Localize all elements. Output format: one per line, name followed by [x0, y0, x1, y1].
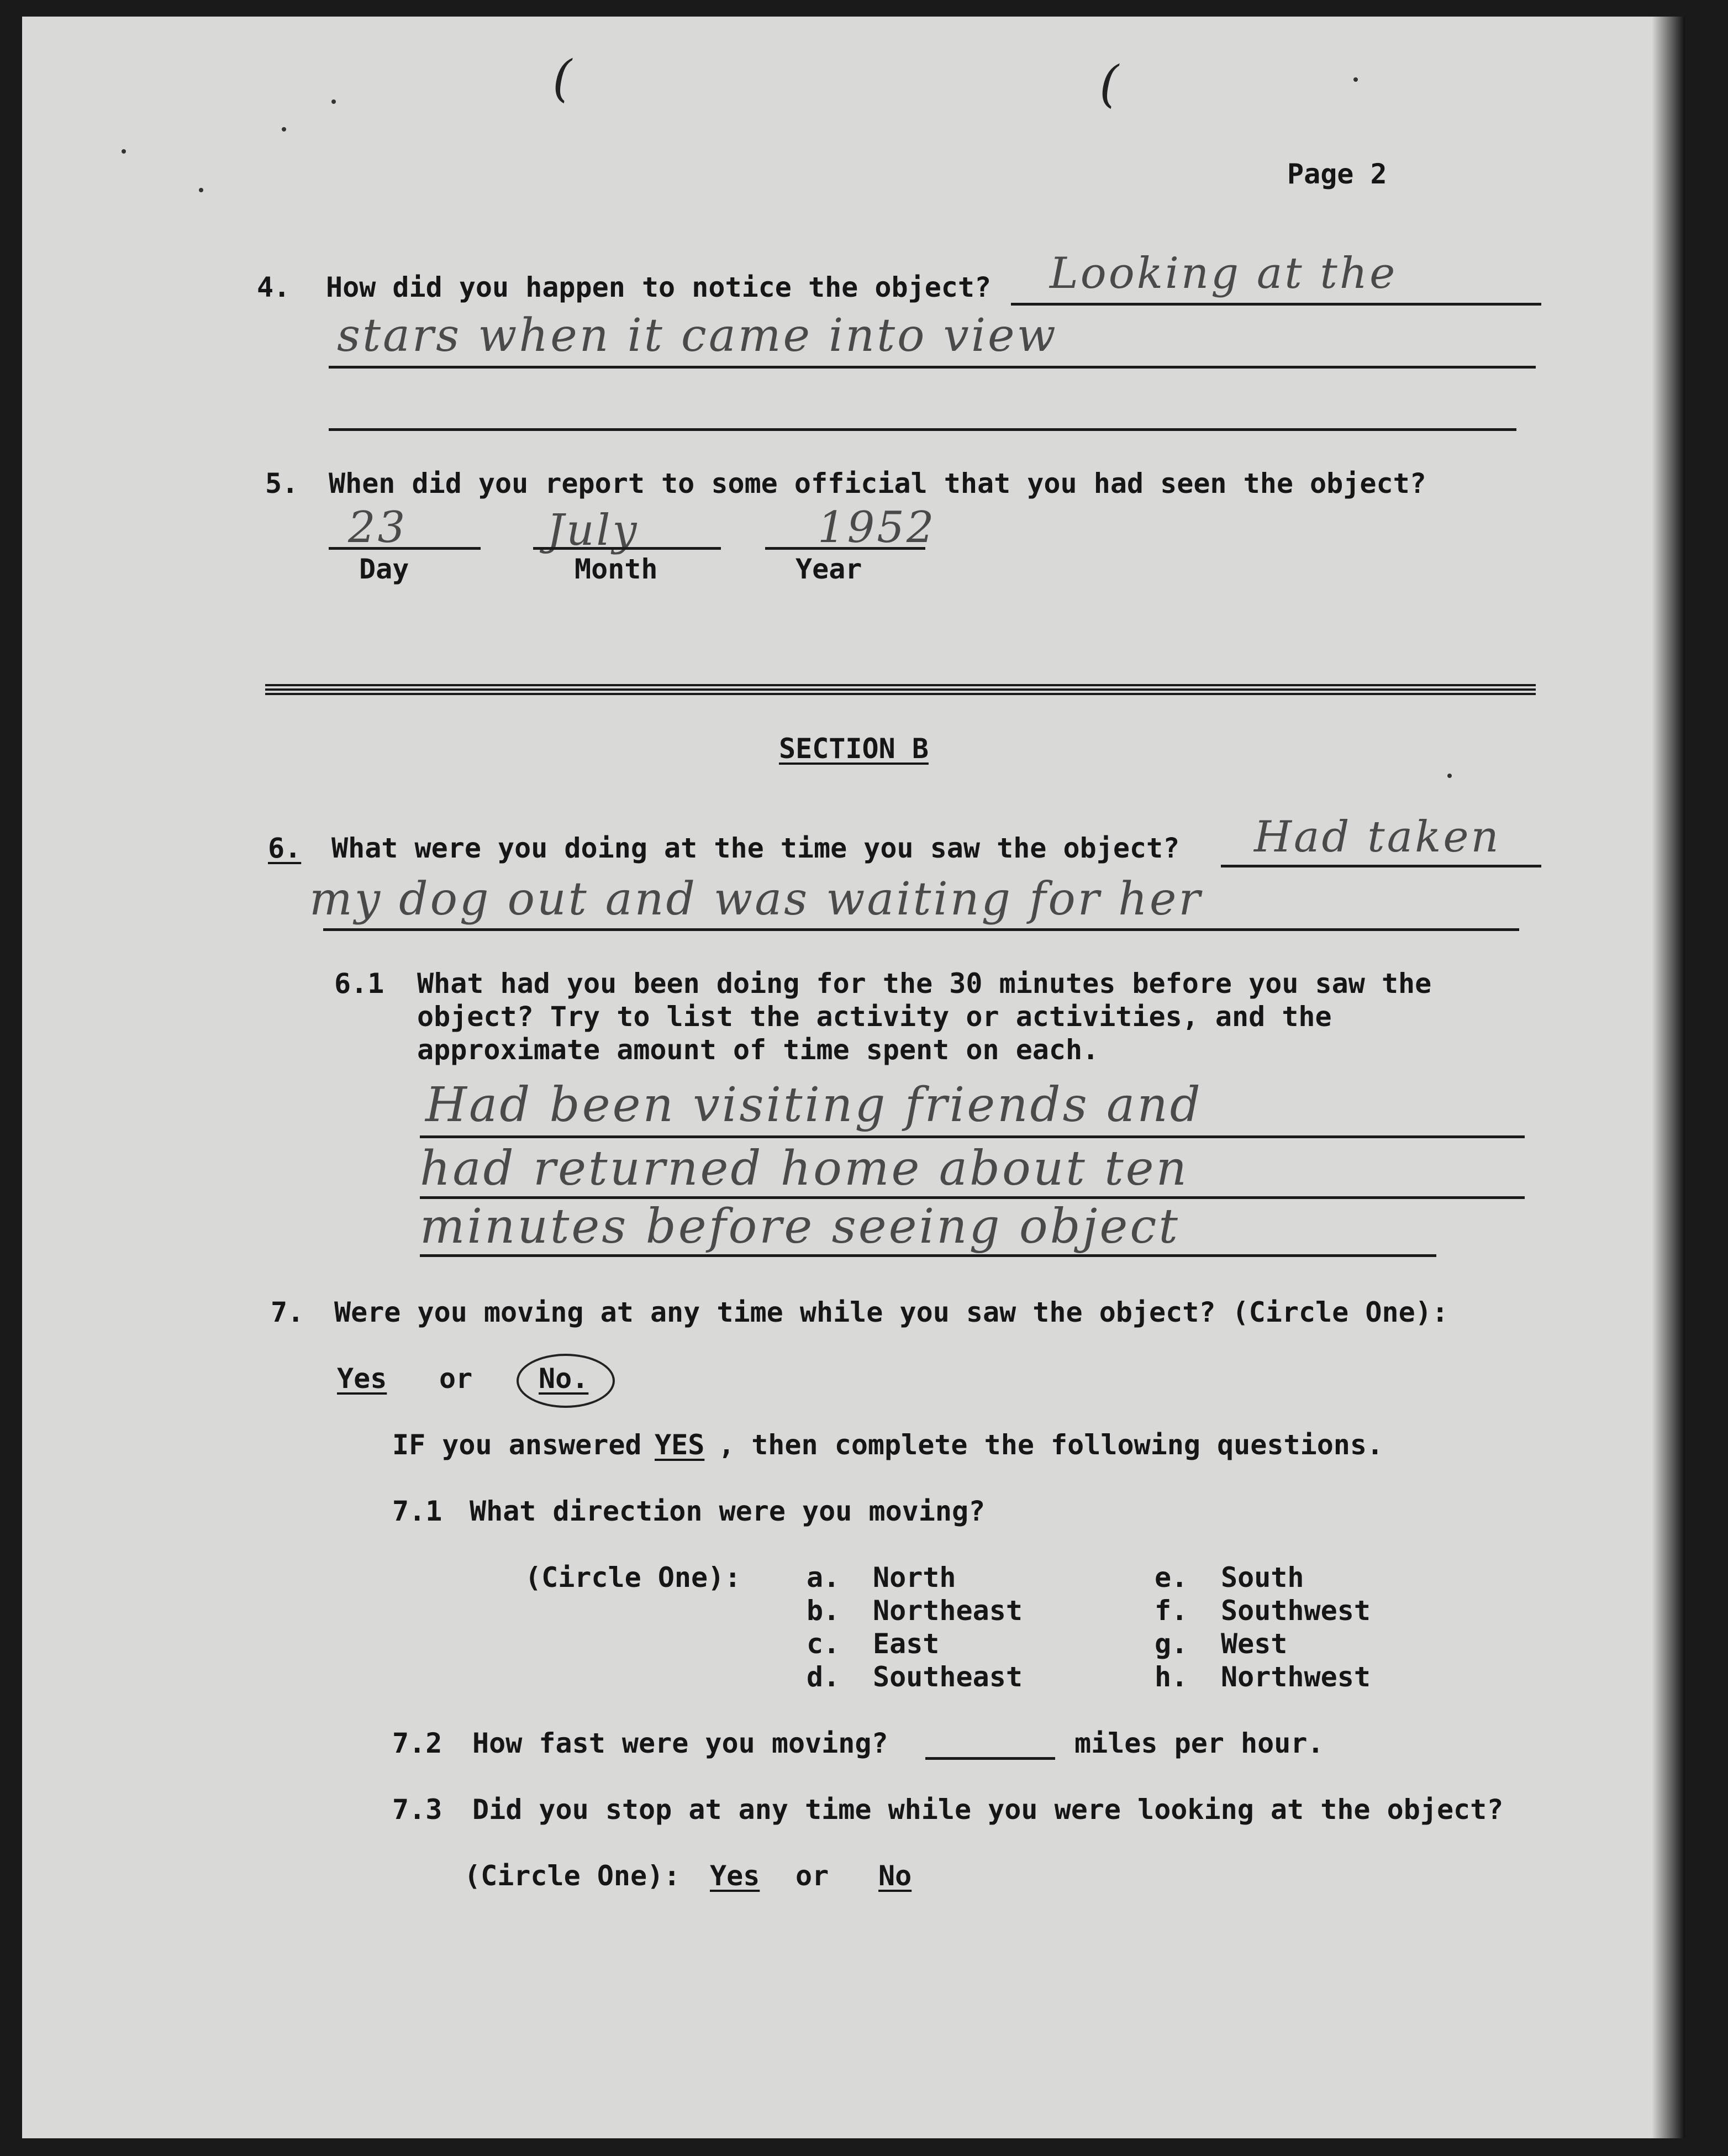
q6-1-answer-line1: Had been visiting friends and [425, 1077, 1203, 1133]
day-line [329, 547, 481, 550]
question-7-2-suffix: miles per hour. [1074, 1727, 1324, 1759]
speck [1353, 77, 1358, 82]
direction-option-northwest[interactable]: Northwest [1221, 1661, 1371, 1693]
section-b-heading: SECTION B [779, 733, 929, 765]
direction-option-west[interactable]: West [1221, 1628, 1288, 1660]
question-6-text: What were you doing at the time you saw the object? [331, 832, 1180, 864]
year-label: Year [795, 553, 862, 585]
if-yes-keyword: YES [655, 1429, 705, 1461]
speck [122, 149, 126, 154]
q4-answer-line2: stars when it came into view [337, 309, 1058, 362]
answer-line [1011, 303, 1541, 306]
answer-line [329, 366, 1536, 369]
q7-3-circle-one: (Circle One): [464, 1860, 681, 1892]
handwritten-circle [517, 1354, 615, 1408]
direction-option-south[interactable]: South [1221, 1561, 1304, 1594]
question-7-3-text: Did you stop at any time while you were looking at the object? [472, 1794, 1504, 1826]
q5-day-value: 23 [348, 503, 408, 553]
speed-input-line[interactable] [925, 1757, 1055, 1760]
q5-year-value: 1952 [818, 503, 936, 553]
question-6-1-line1: What had you been doing for the 30 minutes before you saw the [417, 967, 1432, 1000]
q6-answer-line1: Had taken [1254, 812, 1501, 862]
question-7-2-text: How fast were you moving? [472, 1727, 888, 1759]
q7-3-or-label: or [795, 1860, 829, 1892]
month-line [533, 547, 721, 550]
question-7-1-number: 7.1 [392, 1495, 442, 1527]
question-7-number: 7. [271, 1296, 304, 1328]
page-number: Page 2 [1287, 158, 1387, 190]
direction-option-southeast[interactable]: Southeast [873, 1661, 1023, 1693]
direction-letter-c: c. [807, 1628, 840, 1660]
speck [199, 188, 203, 192]
direction-option-southwest[interactable]: Southwest [1221, 1595, 1371, 1627]
q7-or-label: or [439, 1363, 473, 1395]
day-label: Day [359, 553, 409, 585]
question-4-number: 4. [257, 271, 291, 303]
question-6-number: 6. [268, 832, 302, 864]
direction-letter-a: a. [807, 1561, 840, 1594]
question-5-text: When did you report to some official that you had seen the object? [329, 467, 1426, 499]
q4-answer-line1: Looking at the [1050, 249, 1398, 298]
speck [331, 99, 336, 104]
answer-line [420, 1135, 1525, 1138]
q5-month-value: July [547, 506, 639, 555]
q6-1-answer-line2: had returned home about ten [420, 1141, 1189, 1196]
document-page [22, 17, 1685, 2138]
direction-letter-g: g. [1155, 1628, 1188, 1660]
question-4-text: How did you happen to notice the object? [326, 271, 992, 303]
direction-option-northeast[interactable]: Northeast [873, 1595, 1023, 1627]
q7-3-yes-option[interactable]: Yes [710, 1860, 760, 1892]
question-7-1-text: What direction were you moving? [470, 1495, 986, 1527]
question-7-3-number: 7.3 [392, 1794, 442, 1826]
answer-line [323, 928, 1519, 931]
q6-1-answer-line3: minutes before seeing object [420, 1199, 1180, 1254]
direction-letter-h: h. [1155, 1661, 1188, 1693]
question-6-1-line2: object? Try to list the activity or activities, and the [417, 1001, 1332, 1033]
paren-mark: ( [1099, 55, 1121, 113]
paren-mark: ( [552, 50, 575, 108]
q7-no-option[interactable]: No. [539, 1363, 589, 1395]
year-line [765, 547, 925, 550]
question-5-number: 5. [265, 467, 299, 499]
direction-letter-f: f. [1155, 1595, 1188, 1627]
question-6-1-line3: approximate amount of time spent on each. [417, 1034, 1099, 1066]
page-edge-shadow [1652, 17, 1685, 2138]
direction-option-north[interactable]: North [873, 1561, 956, 1594]
q7-1-circle-one: (Circle One): [525, 1561, 741, 1594]
if-yes-instruction-prefix: IF you answered [392, 1429, 642, 1461]
answer-line [1221, 865, 1541, 867]
if-yes-instruction-suffix: , then complete the following questions. [718, 1429, 1384, 1461]
direction-letter-e: e. [1155, 1561, 1188, 1594]
question-6-1-number: 6.1 [334, 967, 384, 1000]
direction-letter-d: d. [807, 1661, 840, 1693]
speck [1447, 774, 1452, 778]
month-label: Month [575, 553, 658, 585]
q7-3-no-option[interactable]: No [878, 1860, 912, 1892]
direction-option-east[interactable]: East [873, 1628, 940, 1660]
question-7-text: Were you moving at any time while you saw the object? (Circle One): [334, 1296, 1448, 1328]
answer-line [420, 1254, 1436, 1257]
q6-answer-line2: my dog out and was waiting for her [309, 873, 1203, 925]
direction-letter-b: b. [807, 1595, 840, 1627]
section-divider [265, 684, 1536, 695]
answer-line [329, 428, 1516, 431]
q7-yes-option[interactable]: Yes [337, 1363, 387, 1395]
question-7-2-number: 7.2 [392, 1727, 442, 1759]
speck [282, 127, 286, 132]
